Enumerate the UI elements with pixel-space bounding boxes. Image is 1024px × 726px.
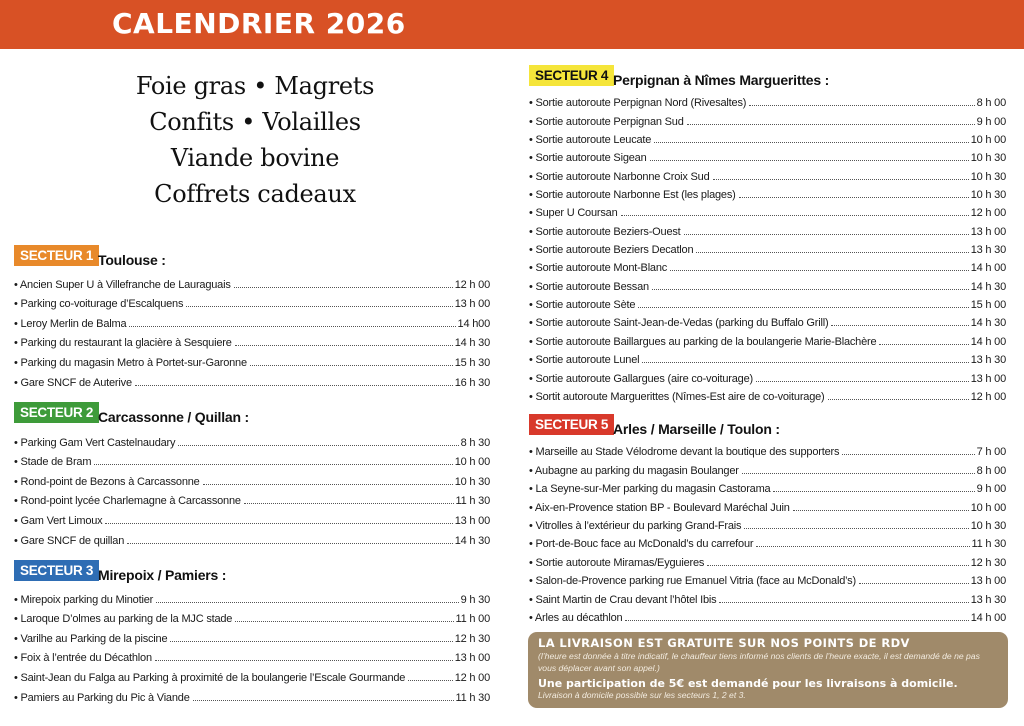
stop-time: 9 h 30 bbox=[460, 593, 490, 606]
stop-name: • Gam Vert Limoux bbox=[14, 514, 103, 527]
stop-time: 12 h 00 bbox=[970, 390, 1006, 403]
dot-leader bbox=[135, 385, 453, 386]
stop-time: 14 h00 bbox=[457, 317, 490, 330]
stop-row bbox=[14, 369, 490, 389]
product-line: Confits • Volailles bbox=[149, 108, 361, 136]
stop-time: 13 h 30 bbox=[970, 354, 1006, 367]
dot-leader bbox=[793, 510, 969, 511]
stop-time: 7 h 00 bbox=[976, 446, 1006, 459]
stop-time: 13 h 30 bbox=[970, 593, 1006, 606]
stop-name: • Sortie autoroute Baillargues au parking de la boulangerie Marie-Blachère bbox=[529, 335, 877, 348]
stop-name: • Parking Gam Vert Castelnaudary bbox=[14, 436, 176, 449]
stop-name: • Ancien Super U à Villefranche de Lauraguais bbox=[14, 278, 231, 291]
delivery-info-box bbox=[528, 632, 1008, 708]
stop-row bbox=[529, 109, 1006, 127]
sector-header bbox=[14, 560, 490, 582]
stop-row bbox=[529, 587, 1006, 605]
stop-name: • Marseille au Stade Vélodrome devant la boutique des supporters bbox=[529, 446, 840, 459]
stop-name: • Varilhe au Parking de la piscine bbox=[14, 632, 168, 645]
stop-time: 14 h 30 bbox=[454, 534, 490, 547]
stop-row bbox=[529, 91, 1006, 109]
stop-row bbox=[14, 468, 490, 488]
stop-name: • Mirepoix parking du Minotier bbox=[14, 593, 154, 606]
info-free-delivery: LA LIVRAISON EST GRATUITE SUR NOS POINTS DE RDV bbox=[538, 636, 910, 650]
sector-title: Mirepoix / Pamiers : bbox=[98, 567, 227, 583]
stop-name: • Leroy Merlin de Balma bbox=[14, 317, 127, 330]
stop-row bbox=[14, 349, 490, 369]
stop-name: • Sortie autoroute Bessan bbox=[529, 280, 649, 293]
info-home-delivery-fee: Une participation de 5€ est demandé pour les livraisons à domicile. bbox=[538, 677, 958, 690]
stop-time: 14 h 30 bbox=[454, 337, 490, 350]
sector-4 bbox=[529, 65, 1006, 403]
sector-3 bbox=[14, 560, 490, 704]
stop-time: 15 h 00 bbox=[970, 299, 1006, 312]
stop-time: 12 h 00 bbox=[970, 207, 1006, 220]
stop-row bbox=[529, 348, 1006, 366]
stop-row bbox=[529, 458, 1006, 476]
dot-leader bbox=[186, 306, 452, 307]
dot-leader bbox=[193, 700, 454, 701]
stop-row bbox=[529, 256, 1006, 274]
stop-time: 14 h 00 bbox=[970, 262, 1006, 275]
dot-leader bbox=[749, 105, 974, 106]
stop-list bbox=[529, 91, 1006, 403]
stop-row bbox=[529, 550, 1006, 568]
sector-title: Arles / Marseille / Toulon : bbox=[613, 421, 780, 437]
stop-time: 14 h 30 bbox=[970, 317, 1006, 330]
stop-name: • Sortit autoroute Marguerittes (Nîmes-Est aire de co-voiturage) bbox=[529, 390, 825, 403]
dot-leader bbox=[739, 197, 969, 198]
stop-list bbox=[14, 586, 490, 704]
stop-row bbox=[14, 645, 490, 665]
stop-name: • Laroque D’olmes au parking de la MJC stade bbox=[14, 613, 233, 626]
stop-name: • Sortie autoroute Saint-Jean-de-Vedas (parking du Buffalo Grill) bbox=[529, 317, 829, 330]
product-list bbox=[110, 68, 400, 212]
stop-name: • Parking du restaurant la glacière à Sesquiere bbox=[14, 337, 232, 350]
stop-name: • Port-de-Bouc face au McDonald’s du carrefour bbox=[529, 538, 754, 551]
stop-time: 8 h 00 bbox=[976, 97, 1006, 110]
stop-time: 13 h 00 bbox=[970, 575, 1006, 588]
stop-row bbox=[529, 440, 1006, 458]
dot-leader bbox=[859, 583, 969, 584]
stop-row bbox=[529, 366, 1006, 384]
stop-row bbox=[14, 684, 490, 704]
stop-time: 10 h 30 bbox=[454, 475, 490, 488]
stop-time: 12 h 00 bbox=[454, 278, 490, 291]
stop-row bbox=[529, 164, 1006, 182]
stop-row bbox=[14, 271, 490, 291]
stop-list bbox=[14, 429, 490, 547]
stop-row bbox=[529, 274, 1006, 292]
dot-leader bbox=[742, 473, 975, 474]
stop-name: • Saint Martin de Crau devant l’hôtel Ibis bbox=[529, 593, 717, 606]
dot-leader bbox=[684, 234, 969, 235]
stop-time: 15 h 30 bbox=[454, 356, 490, 369]
info-home-delivery-sectors: Livraison à domicile possible sur les secteurs 1, 2 et 3. bbox=[538, 690, 746, 700]
stop-row bbox=[529, 128, 1006, 146]
stop-name: • Parking du magasin Metro à Portet-sur-Garonne bbox=[14, 356, 247, 369]
sector-badge: SECTEUR 4 bbox=[529, 65, 614, 86]
dot-leader bbox=[638, 307, 968, 308]
dot-leader bbox=[756, 381, 969, 382]
stop-time: 10 h 00 bbox=[970, 134, 1006, 147]
stop-time: 14 h 00 bbox=[970, 335, 1006, 348]
stop-name: • Sortie autoroute Gallargues (aire co-voiturage) bbox=[529, 372, 753, 385]
stop-time: 11 h 30 bbox=[455, 495, 490, 508]
stop-name: • Rond-point de Bezons à Carcassonne bbox=[14, 475, 200, 488]
stop-time: 11 h 00 bbox=[455, 613, 490, 626]
dot-leader bbox=[235, 345, 453, 346]
stop-name: • Pamiers au Parking du Pic à Viande bbox=[14, 691, 190, 704]
stop-time: 8 h 00 bbox=[976, 464, 1006, 477]
stop-name: • Sortie autoroute Lunel bbox=[529, 354, 640, 367]
dot-leader bbox=[408, 680, 452, 681]
stop-time: 12 h 30 bbox=[970, 556, 1006, 569]
stop-time: 10 h 00 bbox=[970, 501, 1006, 514]
sector-badge: SECTEUR 1 bbox=[14, 245, 99, 266]
stop-name: • Sortie autoroute Perpignan Nord (Rivesaltes) bbox=[529, 97, 747, 110]
dot-leader bbox=[696, 252, 968, 253]
dot-leader bbox=[831, 325, 968, 326]
dot-leader bbox=[250, 365, 453, 366]
dot-leader bbox=[687, 124, 975, 125]
dot-leader bbox=[94, 464, 452, 465]
dot-leader bbox=[842, 454, 974, 455]
stop-time: 13 h 00 bbox=[454, 298, 490, 311]
stop-time: 13 h 00 bbox=[970, 225, 1006, 238]
stop-name: • Super U Coursan bbox=[529, 207, 618, 220]
stop-row bbox=[14, 488, 490, 508]
dot-leader bbox=[654, 142, 969, 143]
dot-leader bbox=[625, 620, 968, 621]
stop-row bbox=[14, 449, 490, 469]
stop-time: 13 h 00 bbox=[454, 514, 490, 527]
dot-leader bbox=[670, 270, 969, 271]
stop-row bbox=[529, 477, 1006, 495]
info-time-note: (l’heure est donnée à titre indicatif, le chauffeur tiens informé nos clients de l’heure exacte, il est demandé de ne pas vous déplacer avant son appel.) bbox=[538, 651, 980, 673]
stop-row bbox=[529, 293, 1006, 311]
dot-leader bbox=[642, 362, 968, 363]
dot-leader bbox=[756, 546, 969, 547]
sector-title: Perpignan à Nîmes Marguerittes : bbox=[613, 72, 830, 88]
stop-name: • Gare SNCF de Auterive bbox=[14, 376, 132, 389]
stop-row bbox=[529, 495, 1006, 513]
stop-name: • Sortie autoroute Narbonne Croix Sud bbox=[529, 170, 710, 183]
dot-leader bbox=[621, 215, 969, 216]
stop-name: • Vitrolles à l’extérieur du parking Grand-Frais bbox=[529, 519, 742, 532]
stop-name: • Foix à l’entrée du Décathlon bbox=[14, 652, 152, 665]
dot-leader bbox=[129, 326, 455, 327]
stop-time: 13 h 30 bbox=[970, 244, 1006, 257]
sector-badge: SECTEUR 2 bbox=[14, 402, 99, 423]
product-line: Viande bovine bbox=[170, 144, 340, 172]
stop-row bbox=[529, 311, 1006, 329]
stop-name: • Salon-de-Provence parking rue Emanuel Vitria (face au McDonald’s) bbox=[529, 575, 856, 588]
stop-name: • Aix-en-Provence station BP - Boulevard Maréchal Juin bbox=[529, 501, 790, 514]
sector-title: Toulouse : bbox=[98, 252, 166, 268]
stop-name: • Sortie autoroute Beziers Decatlon bbox=[529, 244, 694, 257]
stop-row bbox=[529, 146, 1006, 164]
sector-header bbox=[14, 245, 490, 267]
sector-2 bbox=[14, 402, 490, 547]
sector-header bbox=[14, 402, 490, 424]
stop-row bbox=[14, 625, 490, 645]
stop-list bbox=[14, 271, 490, 389]
stop-time: 9 h 00 bbox=[976, 115, 1006, 128]
stop-name: • Sortie autoroute Beziers-Ouest bbox=[529, 225, 681, 238]
stop-name: • Sortie autoroute Sigean bbox=[529, 152, 647, 165]
stop-name: • Sortie autoroute Narbonne Est (les plages) bbox=[529, 189, 736, 202]
stop-row bbox=[14, 429, 490, 449]
dot-leader bbox=[234, 287, 453, 288]
dot-leader bbox=[650, 160, 969, 161]
sector-5 bbox=[529, 414, 1006, 624]
stop-name: • Stade de Bram bbox=[14, 456, 92, 469]
stop-name: • Sortie autoroute Miramas/Eyguieres bbox=[529, 556, 705, 569]
dot-leader bbox=[773, 491, 974, 492]
sector-badge: SECTEUR 5 bbox=[529, 414, 614, 435]
stop-time: 11 h 30 bbox=[971, 538, 1006, 551]
stop-name: • Sortie autoroute Mont-Blanc bbox=[529, 262, 668, 275]
dot-leader bbox=[127, 543, 453, 544]
stop-row bbox=[529, 606, 1006, 624]
stop-name: • Rond-point lycée Charlemagne à Carcassonne bbox=[14, 495, 241, 508]
dot-leader bbox=[707, 565, 969, 566]
stop-list bbox=[529, 440, 1006, 624]
stop-row bbox=[14, 291, 490, 311]
stop-row bbox=[14, 330, 490, 350]
stop-name: • Aubagne au parking du magasin Boulanger bbox=[529, 464, 739, 477]
dot-leader bbox=[652, 289, 969, 290]
dot-leader bbox=[879, 344, 968, 345]
stop-row bbox=[14, 664, 490, 684]
stop-row bbox=[529, 238, 1006, 256]
stop-name: • Gare SNCF de quillan bbox=[14, 534, 125, 547]
dot-leader bbox=[170, 641, 452, 642]
stop-time: 12 h 00 bbox=[454, 671, 490, 684]
stop-row bbox=[14, 527, 490, 547]
stop-row bbox=[529, 329, 1006, 347]
stop-time: 10 h 30 bbox=[970, 519, 1006, 532]
sector-1 bbox=[14, 245, 490, 389]
product-line: Foie gras • Magrets bbox=[135, 72, 375, 100]
dot-leader bbox=[178, 445, 458, 446]
stop-row bbox=[529, 385, 1006, 403]
stop-row bbox=[14, 310, 490, 330]
stop-name: • La Seyne-sur-Mer parking du magasin Castorama bbox=[529, 483, 771, 496]
sector-title: Carcassonne / Quillan : bbox=[98, 409, 249, 425]
page-title: CALENDRIER 2026 bbox=[112, 7, 406, 40]
stop-time: 9 h 00 bbox=[976, 483, 1006, 496]
dot-leader bbox=[713, 179, 969, 180]
stop-row bbox=[529, 569, 1006, 587]
stop-row bbox=[529, 201, 1006, 219]
stop-time: 10 h 30 bbox=[970, 189, 1006, 202]
dot-leader bbox=[744, 528, 968, 529]
dot-leader bbox=[105, 523, 452, 524]
stop-time: 10 h 30 bbox=[970, 170, 1006, 183]
stop-row bbox=[529, 183, 1006, 201]
stop-time: 12 h 30 bbox=[454, 632, 490, 645]
stop-time: 16 h 30 bbox=[454, 376, 490, 389]
product-line: Coffrets cadeaux bbox=[154, 180, 356, 208]
stop-time: 10 h 00 bbox=[454, 456, 490, 469]
header-bar bbox=[0, 0, 1024, 49]
stop-time: 13 h 00 bbox=[970, 372, 1006, 385]
stop-row bbox=[14, 606, 490, 626]
dot-leader bbox=[203, 484, 453, 485]
sector-header bbox=[529, 414, 1006, 436]
stop-row bbox=[529, 219, 1006, 237]
dot-leader bbox=[235, 621, 453, 622]
dot-leader bbox=[828, 399, 969, 400]
dot-leader bbox=[155, 660, 453, 661]
stop-name: • Sortie autoroute Sète bbox=[529, 299, 636, 312]
stop-name: • Arles au décathlon bbox=[529, 611, 623, 624]
stop-time: 8 h 30 bbox=[460, 436, 490, 449]
stop-row bbox=[14, 507, 490, 527]
sector-header bbox=[529, 65, 1006, 87]
stop-name: • Sortie autoroute Perpignan Sud bbox=[529, 115, 684, 128]
stop-name: • Parking co-voiturage d’Escalquens bbox=[14, 298, 184, 311]
stop-time: 13 h 00 bbox=[454, 652, 490, 665]
dot-leader bbox=[719, 602, 968, 603]
stop-name: • Sortie autoroute Leucate bbox=[529, 134, 652, 147]
stop-time: 14 h 00 bbox=[970, 611, 1006, 624]
dot-leader bbox=[156, 602, 459, 603]
stop-row bbox=[529, 514, 1006, 532]
dot-leader bbox=[244, 503, 454, 504]
stop-time: 14 h 30 bbox=[970, 280, 1006, 293]
sector-badge: SECTEUR 3 bbox=[14, 560, 99, 581]
stop-row bbox=[14, 586, 490, 606]
stop-time: 11 h 30 bbox=[455, 691, 490, 704]
stop-row bbox=[529, 532, 1006, 550]
stop-time: 10 h 30 bbox=[970, 152, 1006, 165]
stop-name: • Saint-Jean du Falga au Parking à proximité de la boulangerie l’Escale Gourmande bbox=[14, 671, 406, 684]
